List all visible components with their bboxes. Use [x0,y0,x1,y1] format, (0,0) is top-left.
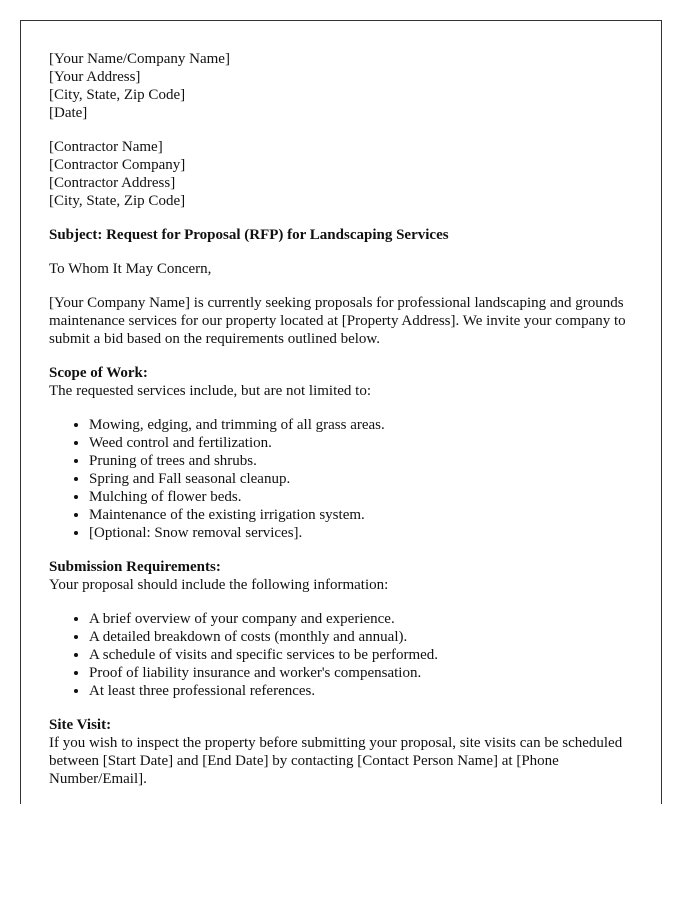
sender-city: [City, State, Zip Code] [49,87,186,103]
list-item: • Maintenance of the existing irrigation system. [89,506,633,524]
letter-date: [Date] [49,105,88,121]
sender-address-block [49,50,633,122]
list-item: • Weed control and fertilization. [89,434,633,452]
site-visit-heading: Site Visit: [49,717,112,733]
list-item: • Mulching of flower beds. [89,488,633,506]
recipient-company: [Contractor Company] [49,157,186,173]
list-item: • A detailed breakdown of costs (monthly and annual). [89,628,633,646]
list-item: • Mowing, edging, and trimming of all grass areas. [89,416,633,434]
intro-paragraph: [Your Company Name] is currently seeking proposals for professional landscaping and grounds maintenance services for our property located at [Property Address]. We invite your company to submit a bid based on the requirements outlined below. [49,295,626,347]
site-visit-text: If you wish to inspect the property before submitting your proposal, site visits can be scheduled between [Start Date] and [End Date] by contacting [Contact Person Name] at [Phone Number/Email]. [49,735,623,787]
list-item: • At least three professional references. [89,682,633,700]
sender-address: [Your Address] [49,69,141,85]
list-item: • A schedule of visits and specific services to be performed. [89,646,633,664]
salutation: To Whom It May Concern, [49,261,212,277]
submission-list [49,610,633,700]
submission-text: Your proposal should include the following information: [49,577,389,593]
scope-heading: Scope of Work: [49,365,148,381]
list-item: • [Optional: Snow removal services]. [89,524,633,542]
site-visit-section [49,716,633,788]
submission-heading: Submission Requirements: [49,559,221,575]
recipient-address: [Contractor Address] [49,175,176,191]
list-item: • Proof of liability insurance and worker's compensation. [89,664,633,682]
subject-line: Subject: Request for Proposal (RFP) for Landscaping Services [49,227,449,243]
list-item: • Spring and Fall seasonal cleanup. [89,470,633,488]
submission-section [49,558,633,594]
scope-text: The requested services include, but are not limited to: [49,383,371,399]
list-item: • A brief overview of your company and experience. [89,610,633,628]
scope-section [49,364,633,400]
recipient-address-block [49,138,633,210]
sender-name: [Your Name/Company Name] [49,51,230,67]
scope-list [49,416,633,542]
letter-page [20,20,662,804]
list-item: • Pruning of trees and shrubs. [89,452,633,470]
recipient-city: [City, State, Zip Code] [49,193,186,209]
recipient-name: [Contractor Name] [49,139,163,155]
